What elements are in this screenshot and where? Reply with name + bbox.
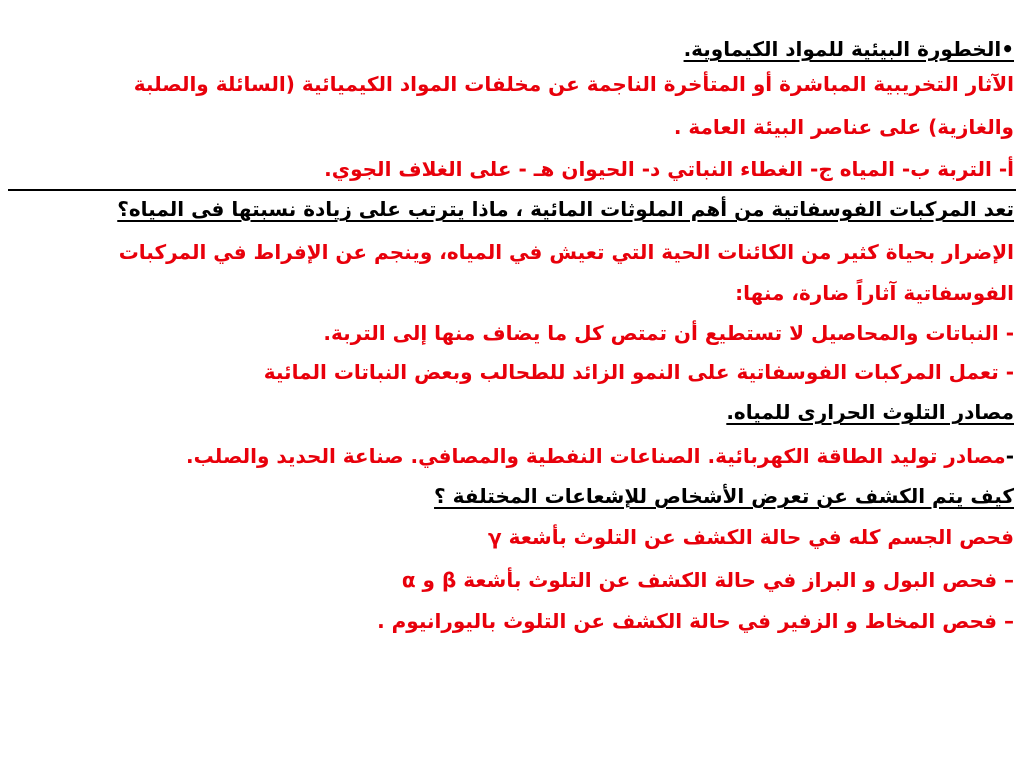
answer-bullet-plants: - النباتات والمحاصيل لا تستطيع أن تمتص كل ما يضاف منها إلى التربة.	[323, 321, 1014, 345]
divider-line	[8, 189, 1016, 191]
definition-line-2: والغازية) على عناصر البيئة العامة .	[673, 115, 1014, 139]
answer-gamma: فحص الجسم كله في حالة الكشف عن التلوث بأشعة γ	[488, 525, 1014, 549]
heading-environmental-hazard: •الخطورة البيئية للمواد الكيماوية.	[683, 37, 1014, 61]
answer-phosphates-line-2: الفوسفاتية آثاراً ضارة، منها:	[735, 281, 1014, 305]
question-phosphates: تعد المركبات الفوسفاتية من أهم الملوثات المائية ، ماذا يترتب على زيادة نسبتها فى المياه؟	[117, 197, 1014, 221]
thermal-pollution-sources	[186, 441, 1014, 471]
answer-uranium: – فحص المخاط و الزفير في حالة الكشف عن التلوث باليورانيوم .	[377, 609, 1014, 633]
dash-mark: -	[1005, 444, 1014, 468]
thermal-pollution-sources-text: مصادر توليد الطاقة الكهربائية. الصناعات النفطية والمصافي. صناعة الحديد والصلب.	[186, 444, 1006, 468]
answer-beta-alpha: – فحص البول و البراز في حالة الكشف عن التلوث بأشعة β و α	[401, 568, 1014, 592]
answer-bullet-algae: - تعمل المركبات الفوسفاتية على النمو الزائد للطحالب وبعض النباتات المائية	[263, 360, 1014, 384]
elements-list: أ- التربة ب- المياه ج- الغطاء النباتي د- الحيوان هـ - على الغلاف الجوي.	[324, 157, 1014, 181]
definition-line-1: الآثار التخريبية المباشرة أو المتأخرة الناجمة عن مخلفات المواد الكيميائية (السائلة والصلبة	[133, 72, 1014, 96]
answer-phosphates-line-1: الإضرار بحياة كثير من الكائنات الحية التي تعيش في المياه، وينجم عن الإفراط في المركبات	[118, 240, 1014, 264]
heading-thermal-pollution: مصادر التلوث الحرارى للمياه.	[726, 400, 1014, 424]
question-radiation-detection: كيف يتم الكشف عن تعرض الأشخاص للإشعاعات المختلفة ؟	[434, 484, 1014, 508]
